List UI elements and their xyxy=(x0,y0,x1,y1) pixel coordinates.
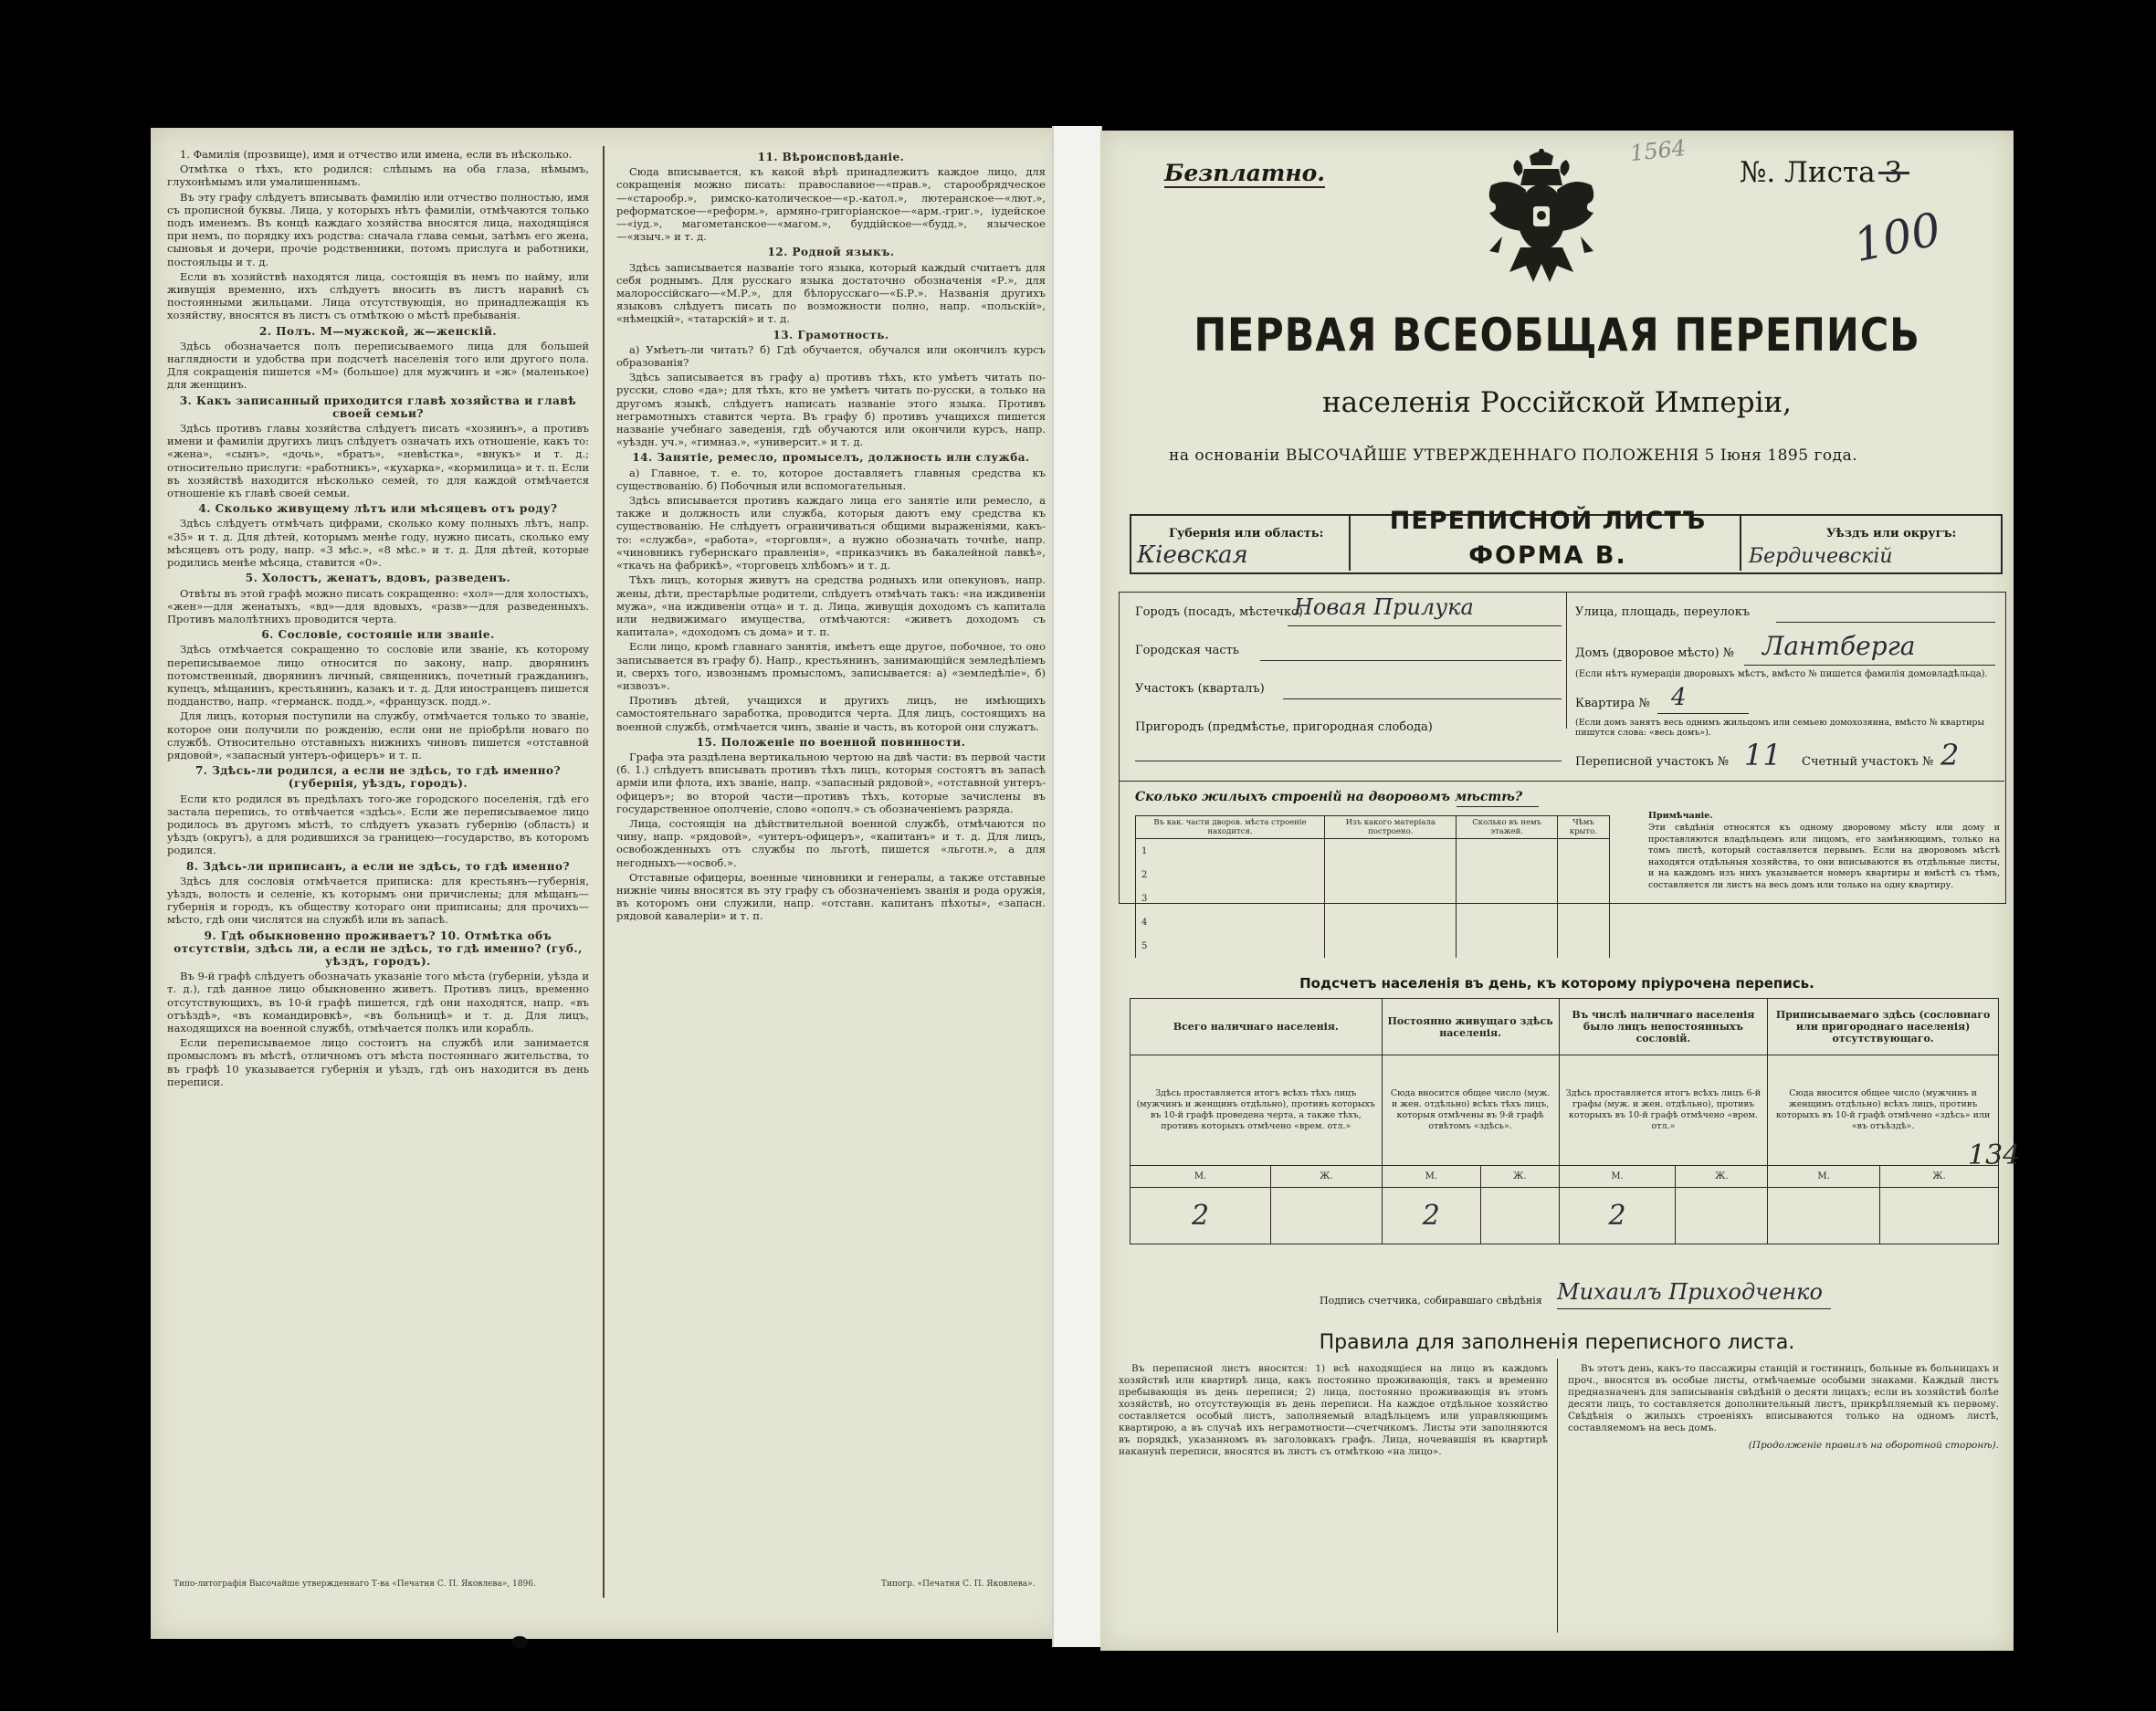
signature-line xyxy=(1557,1308,1831,1309)
count-note-cell: Здѣсь проставляется итогъ всѣхъ тѣхъ лицъ (мужчинъ и женщинъ отдѣльно), противъ которыхъ въ 10-й графѣ проведена черта, а также тѣхъ, противъ которыхъ отмѣчено «врем. отл.» xyxy=(1131,1055,1383,1166)
buildings-row-number: 1 xyxy=(1136,839,1325,864)
buildings-cell xyxy=(1557,910,1609,934)
rules-column-2: Въ этотъ день, какъ-то пассажиры станцій и гостиницъ, больные въ больницахъ и проч., вносятся въ особые листы, отмѣчаемые особыми знаками. Каждый листъ предназначенъ для записыванія свѣдѣній о десяти лицахъ; если въ хозяйствѣ болѣе десяти лицъ, то составляется дополнительный листъ, прикрѣпляемый къ первому. Свѣдѣнія о жилыхъ строеніяхъ вписываются только на одномъ листѣ, составляемомъ на весь домъ. (Продолженіе правилъ на оборотной сторонѣ). xyxy=(1568,1363,1999,1451)
header-divider-right xyxy=(1740,514,1741,571)
male-subheader: М. xyxy=(1131,1166,1271,1188)
count-note-cell: Сюда вносится общее число (мужчинъ и женщинъ отдѣльно) всѣхъ лицъ, противъ которыхъ въ 10-й графѣ отмѣчено «здѣсь» или «въ отъѣздѣ». xyxy=(1768,1055,1999,1166)
section-heading: 2. Полъ. М—мужской, ж—женскій. xyxy=(258,324,498,338)
city-line xyxy=(1288,625,1562,626)
free-label: Безплатно. xyxy=(1164,160,1325,186)
count-header-cell: Приписываемаго здѣсь (сословнаго или пригороднаго населенія) отсутствующаго. xyxy=(1768,999,1999,1055)
buildings-cell xyxy=(1325,887,1457,910)
apartment-label: Квартира № xyxy=(1575,697,1650,710)
paragraph: Если переписываемое лицо состоитъ на службѣ или занимается промысломъ въ мѣстѣ, отличномъ отъ мѣста постояннаго жительства, то въ графѣ 10 указывается губернія и уѣздъ, гдѣ онъ находится въ день переписи. xyxy=(167,1036,589,1088)
rules-column-1: Въ переписной листъ вносятся: 1) всѣ находящіеся на лицо въ каждомъ хозяйствѣ или квартирѣ лица, какъ постоянно проживающія, такъ и временно пребывающія въ день переписи; 2) лица, постоянно проживающія въ этомъ хозяйствѣ, но отсутствующія въ день переписи. На каждое отдѣльное хозяйство составляется особый листъ, заполняемый владѣльцемъ или управляющимъ квартирою, а въ случаѣ ихъ неграмотности—счетчикомъ. Листы эти заполняются въ порядкѣ, указанномъ въ заголовкахъ графъ. Лица, ночевавшія въ квартирѣ наканунѣ переписи, вносятся въ листъ съ отмѣткою «на лицо». xyxy=(1119,1363,1548,1457)
paragraph: Здѣсь записывается названіе того языка, который каждый считаетъ для себя роднымъ. Для русскаго языка достаточно обозначенія «Р.», для малороссійскаго—«М.Р.», для бѣлорусскаго—«Б.Р.». Названія другихъ языковъ слѣдуетъ писать по возможности полно, напр. «польскій», «нѣмецкій», «татарскій» и т. д. xyxy=(616,260,1046,326)
census-legal-basis: на основаніи ВЫСОЧАЙШЕ УТВЕРЖДЕННАГО ПОЛОЖЕНІЯ 5 Іюня 1895 года. xyxy=(1169,446,1858,465)
signature-label: Подпись счетчика, собиравшаго свѣдѣнія xyxy=(1320,1295,1542,1307)
female-subheader: Ж. xyxy=(1271,1166,1383,1188)
province-value: Кіевская xyxy=(1137,541,1248,569)
house-note: (Если нѣтъ нумераціи дворовыхъ мѣстъ, вмѣсто № пишется фамилія домовладѣльца). xyxy=(1575,669,1988,679)
census-subtitle: населенія Россійской Имперіи, xyxy=(1321,386,1793,419)
population-count-table xyxy=(1130,998,1999,1244)
census-precinct-value: 11 xyxy=(1744,738,1782,772)
signature-value: Михаилъ Приходченко xyxy=(1557,1279,1823,1305)
paragraph: Лица, состоящія на дѣйствительной военной службѣ, отмѣчаются по чину, напр. «рядовой», «унтеръ-офицеръ», «капитанъ» и т. д. Для лицъ, освобожденныхъ отъ службы по льготѣ, пишется «льготн.», а для негодныхъ—«освоб.». xyxy=(616,816,1046,869)
buildings-cell xyxy=(1557,934,1609,958)
section-heading: 3. Какъ записанный приходится главѣ хозяйства и главѣ своей семьи? xyxy=(179,394,577,420)
buildings-header-cell: Сколько въ немъ этажей. xyxy=(1457,816,1557,839)
left-footer-printer: Типогр. «Печатня С. П. Яковлева». xyxy=(881,1580,1036,1589)
paragraph: Отвѣты въ этой графѣ можно писать сокращенно: «хол»—для холостыхъ, «жен»—для женатыхъ, «вд»—для вдовыхъ, «разв»—для разведенныхъ. Противъ малолѣтнихъ проводится черта. xyxy=(167,586,589,625)
buildings-answer-line xyxy=(1457,806,1539,807)
apartment-note: (Если домъ занятъ весь однимъ жильцомъ или семьею домохозяина, вмѣсто № квартиры пишутся слова: «весь домъ»). xyxy=(1575,718,1985,738)
buildings-header-cell: Чѣмъ крыто. xyxy=(1557,816,1609,839)
paragraph: Отмѣтка о тѣхъ, кто родился: слѣпымъ на оба глаза, нѣмымъ, глухонѣмымъ или умалишеннымъ. xyxy=(167,163,589,189)
corner-ink-number: 1564 xyxy=(1628,134,1688,167)
buildings-cell xyxy=(1457,910,1557,934)
female-count-value xyxy=(1879,1187,1998,1244)
street-line xyxy=(1776,622,1995,623)
male-count-value: 2 xyxy=(1382,1187,1480,1244)
census-precinct-label: Переписной участокъ № xyxy=(1575,755,1730,769)
paragraph: Если въ хозяйствѣ находятся лица, состоящія въ немъ по найму, или живущія временно, ихъ слѣдуетъ вносить въ листъ наравнѣ съ постоянными жильцами. Лица отсутствующія, но принадлежащія къ хозяйству, вносятся въ листъ съ отмѣткою о мѣстѣ пребыванія. xyxy=(167,269,589,322)
note-text: Эти свѣдѣнія относятся къ одному дворовому мѣсту или дому и проставляются владѣльцемъ или лицомъ, его замѣняющимъ, только на томъ листѣ, который составляется первымъ. Если на дворовомъ мѣстѣ находятся отдѣльныя хозяйства, то они вписываются въ отдѣльные листы, и на каждомъ изъ нихъ указывается номеръ квартиры и вмѣстѣ съ тѣмъ, составляется ли листъ на весь домъ или только на одну квартиру. xyxy=(1648,823,2000,890)
paragraph: Здѣсь слѣдуетъ отмѣчать цифрами, сколько кому полныхъ лѣтъ, напр. «35» и т. д. Для дѣтей, которымъ менѣе году, нужно писать, сколько ему мѣсяцевъ отъ роду, напр. «3 мѣс.», «8 мѣс.» и т. д. Для дѣтей, которые родились менѣе мѣсяца, ставится «0». xyxy=(167,517,589,570)
paragraph: Здѣсь обозначается полъ переписываемого лица для большей наглядности и удобства при подсчетѣ населенія того или другого пола. Для сокращенія пишется «М» (большое) для мужчинъ и «ж» (маленькое) для женщинъ. xyxy=(167,339,589,392)
paragraph: Если лицо, кромѣ главнаго занятія, имѣетъ еще другое, побочное, то оно записывается въ графу б). Напр., крестьянинъ, занимающійся земледѣліемъ и, сверхъ того, извознымъ промысломъ, записывается: а) «земледѣліе», б) «извозъ». xyxy=(616,640,1046,692)
left-column-1 xyxy=(167,148,589,1590)
census-main-title: ПЕРВАЯ ВСЕОБЩАЯ ПЕРЕПИСЬ xyxy=(1194,309,1920,362)
paragraph: Противъ дѣтей, учащихся и другихъ лицъ, не имѣющихъ самостоятельнаго заработка, проводится черта. Для лицъ, состоящихъ на военной службѣ, отмѣчается чинъ, званіе и часть, въ которой они служатъ. xyxy=(616,694,1046,733)
rules-title: Правила для заполненія переписного листа. xyxy=(1319,1331,1795,1354)
paragraph: Здѣсь вписывается противъ каждаго лица его занятіе или ремесло, а также и должность или служба, которыя даютъ ему средства къ существованію. Не слѣдуетъ ограничиваться общими выраженіями, какъ-то: «служба», «работа», «торговля», а нужно обозначать точнѣе, напр. «чиновникъ губернскаго правленія», «приказчикъ въ бакалейной лавкѣ», «ткачъ на фабрикѣ», «торговецъ хлѣбомъ» и т. д. xyxy=(616,494,1046,572)
male-count-value: 2 xyxy=(1559,1187,1676,1244)
paragraph: Для лицъ, которыя поступили на службу, отмѣчается только то званіе, которое они получили по рожденію, если они не пріобрѣли новаго по службѣ. Относительно отставныхъ нижнихъ чиновъ пишется «отставной рядовой», «запасный унтеръ-офицеръ» и т. п. xyxy=(167,709,589,761)
male-count-value xyxy=(1768,1187,1880,1244)
buildings-cell xyxy=(1325,839,1457,864)
paragraph: Въ 9-й графѣ слѣдуетъ обозначать указаніе того мѣста (губерніи, уѣзда и т. д.), гдѣ данное лицо обыкновенно живетъ. Противъ лицъ, временно отсутствующихъ, въ 10-й графѣ пишется, гдѣ они находятся, напр. «въ отъѣздѣ», «въ командировкѣ», «въ больницѣ» и т. д. Для лицъ, находящихся на военной службѣ, отмѣчается полкъ или корабль. xyxy=(167,970,589,1034)
buildings-header-cell: Изъ какого матеріала построено. xyxy=(1325,816,1457,839)
precinct-line xyxy=(1283,698,1562,699)
city-value: Новая Прилука xyxy=(1294,594,1474,620)
male-subheader: М. xyxy=(1559,1166,1676,1188)
buildings-question: Сколько жилыхъ строеній на дворовомъ мѣстѣ? xyxy=(1135,790,1523,804)
apartment-value: 4 xyxy=(1671,684,1687,711)
header-divider-left xyxy=(1349,514,1351,571)
district-value: Бердичевскій xyxy=(1749,545,1893,568)
imperial-eagle-emblem xyxy=(1482,149,1601,286)
female-count-value xyxy=(1676,1187,1768,1244)
form-letter: ФОРМА В. xyxy=(1468,541,1627,570)
column-divider xyxy=(603,146,605,1598)
paragraph: Здѣсь противъ главы хозяйства слѣдуетъ писать «хозяинъ», а противъ имени и фамиліи другихъ лицъ слѣдуетъ означать ихъ отношеніе, какъ то: «жена», «сынъ», «дочь», «братъ», «невѣстка», «внукъ» и т. д.; относительно прислуги: «работникъ», «кухарка», «кормилица» и т. п. Если въ хозяйствѣ находится нѣсколько семей, то для каждой отмѣчается отношеніе къ главѣ своей семьи. xyxy=(167,422,589,500)
buildings-row-number: 2 xyxy=(1136,863,1325,887)
male-subheader: М. xyxy=(1382,1166,1480,1188)
female-count-value xyxy=(1481,1187,1560,1244)
section-heading: 6. Сословіе, состояніе или званіе. xyxy=(261,628,495,642)
house-value: Лантберга xyxy=(1762,631,1916,661)
section-heading: 7. Здѣсь-ли родился, а если не здѣсь, то гдѣ именно? (губернія, уѣздъ, городъ). xyxy=(195,764,562,791)
rules-divider xyxy=(1557,1359,1558,1632)
right-page xyxy=(1100,131,2021,1651)
paper-tear-mark xyxy=(511,1636,528,1649)
female-subheader: Ж. xyxy=(1879,1166,1998,1188)
buildings-cell xyxy=(1557,887,1609,910)
city-part-line xyxy=(1260,660,1562,661)
section-heading: 4. Сколько живущему лѣтъ или мѣсяцевъ отъ роду? xyxy=(198,502,558,516)
section-heading: 11. Вѣроисповѣданіе. xyxy=(757,151,905,163)
buildings-table xyxy=(1135,815,1610,958)
left-page xyxy=(151,128,1064,1639)
precinct-label: Участокъ (кварталъ) xyxy=(1135,682,1265,696)
page-gutter xyxy=(1052,126,1102,1647)
paragraph: Если кто родился въ предѣлахъ того-же городского поселенія, гдѣ его застала перепись, то отвѣчается «здѣсь». Если же переписываемое лицо родилось въ другомъ мѣстѣ, то слѣдуетъ указать губернію (область) и уѣздъ (округъ), а для родившихся за границею—государство, въ которомъ родился. xyxy=(167,792,589,857)
paragraph: Въ эту графу слѣдуетъ вписывать фамилію или отчество полностью, имя съ прописной буквы. Лица, у которыхъ нѣтъ фамиліи, отмѣчаются только подъ именемъ. Въ концѣ каждаго хозяйства вносятся лица, находящіяся при немъ, по порядку ихъ родства: сначала глава семьи, затѣмъ его жена, сыновья и дочери, прочіе родственники, потомъ прислуга и работники, постояльцы и т. д. xyxy=(167,190,589,268)
buildings-row-number: 4 xyxy=(1136,910,1325,934)
buildings-cell xyxy=(1325,934,1457,958)
count-precinct-label: Счетный участокъ № xyxy=(1802,755,1934,769)
count-header-cell: Постоянно живущаго здѣсь населенія. xyxy=(1382,999,1559,1055)
count-note-cell: Здѣсь проставляется итогъ всѣхъ лицъ 6-й графы (муж. и жен. отдѣльно), противъ которыхъ въ 10-й графѣ отмѣчено «врем. отл.» xyxy=(1559,1055,1768,1166)
paragraph: Сюда вписывается, къ какой вѣрѣ принадлежитъ каждое лицо, для сокращенія можно писать: православное—«прав.», старообрядческое—«старообр.», римско-католическое—«р.-катол.», лютеранское—«лют.», реформатское—«реформ.», армяно-григоріанское—«арм.-григ.», іудейское—«іуд.», магометанское—«магом.», буддійское—«будд.», языческое—«языч.» и т. д. xyxy=(616,165,1046,244)
buildings-row-number: 5 xyxy=(1136,934,1325,958)
buildings-cell xyxy=(1457,839,1557,864)
left-column-2 xyxy=(616,148,1046,1590)
buildings-cell xyxy=(1457,934,1557,958)
count-header-cell: Всего наличнаго населенія. xyxy=(1131,999,1383,1055)
paragraph: Здѣсь для сословія отмѣчается приписка: для крестьянъ—губернія, уѣздъ, волость и селеніе, къ которымъ они причислены; для мѣщанъ—губернія и городъ, къ обществу котораго они приписаны; для прочихъ—мѣсто, гдѣ они числятся на службѣ или въ запасѣ. xyxy=(167,874,589,927)
paragraph: а) Умѣетъ-ли читать? б) Гдѣ обучается, обучался или окончилъ курсъ образованія? xyxy=(616,342,1046,370)
buildings-cell xyxy=(1557,863,1609,887)
count-precinct-value: 2 xyxy=(1940,738,1960,772)
margin-number: 134 xyxy=(1968,1139,2021,1171)
section-heading: 12. Родной языкъ. xyxy=(767,246,895,259)
buildings-cell xyxy=(1557,839,1609,864)
house-line xyxy=(1744,665,1995,666)
sheet-number-label: №. Листа 3 xyxy=(1740,156,1902,189)
section-heading: 8. Здѣсь-ли приписанъ, а если не здѣсь, то гдѣ именно? xyxy=(185,859,571,873)
left-footer-imprint: Типо-литографія Высочайше утвержденнаго Т-ва «Печатня С. П. Яковлева», 1896. xyxy=(174,1580,536,1589)
province-label: Губернія или область: xyxy=(1169,527,1324,541)
note-label: Примѣчаніе. xyxy=(1648,811,1713,821)
city-part-label: Городская часть xyxy=(1135,644,1239,657)
buildings-cell xyxy=(1457,863,1557,887)
male-count-value: 2 xyxy=(1131,1187,1271,1244)
apartment-line xyxy=(1657,713,1749,714)
count-note-cell: Сюда вносится общее число (муж. и жен. отдѣльно) всѣхъ тѣхъ лицъ, которыя отмѣчены въ 9-й графѣ отвѣтомъ «здѣсь». xyxy=(1382,1055,1559,1166)
buildings-cell xyxy=(1325,863,1457,887)
female-count-value xyxy=(1271,1187,1383,1244)
female-subheader: Ж. xyxy=(1481,1166,1560,1188)
buildings-cell xyxy=(1457,887,1557,910)
buildings-row-number: 3 xyxy=(1136,887,1325,910)
suburb-label: Пригородъ (предмѣстье, пригородная слобода) xyxy=(1135,720,1433,734)
female-subheader: Ж. xyxy=(1676,1166,1768,1188)
section-heading: 15. Положеніе по военной повинности. xyxy=(696,735,966,749)
buildings-header-cell: Въ как. части дворов. мѣста строеніе находится. xyxy=(1136,816,1325,839)
city-label: Городъ (посадъ, мѣстечко) xyxy=(1135,605,1303,619)
paragraph: 1. Фамилія (прозвище), имя и отчество или имена, если въ нѣсколько. xyxy=(180,148,573,161)
section-heading: 13. Грамотность. xyxy=(773,328,889,341)
district-label: Уѣздъ или округъ: xyxy=(1826,527,1957,541)
count-title: Подсчетъ населенія въ день, къ которому пріурочена перепись. xyxy=(1299,975,1814,992)
paragraph: Тѣхъ лицъ, которыя живутъ на средства родныхъ или опекуновъ, напр. жены, дѣти, престарѣлые родители, слѣдуетъ отмѣчать такъ: «на иждивеніи мужа», «на иждивеніи отца» и т. д. Лица, живущія доходомъ съ капитала или недвижимаго имущества, отмѣчаются: «живетъ доходомъ съ капитала», «доходомъ съ дома» и т. п. xyxy=(616,573,1046,639)
street-label: Улица, площадь, переулокъ xyxy=(1575,605,1751,619)
section-heading: 14. Занятіе, ремесло, промыселъ, должность или служба. xyxy=(632,451,1030,465)
paragraph: Здѣсь отмѣчается сокращенно то сословіе или званіе, къ которому переписываемое лицо относится по закону, напр. дворянинъ потомственный, дворянинъ личный, священникъ, почетный гражданинъ, купецъ, мѣщанинъ, крестьянинъ, казакъ и т. д. Для иностранцевъ пишется подданство, напр. «германск. подд.», «французск. подд.». xyxy=(167,643,589,709)
address-bottom-line xyxy=(1119,781,2004,782)
form-name: ПЕРЕПИСНОЙ ЛИСТЪ xyxy=(1389,507,1707,535)
house-label: Домъ (дворовое мѣсто) № xyxy=(1575,646,1735,660)
section-heading: 9. Гдѣ обыкновенно проживаетъ? 10. Отмѣтка объ отсутствіи, здѣсь ли, а если не здѣсь, то гдѣ именно? (губ., уѣздъ, городъ). xyxy=(174,929,583,968)
count-header-cell: Въ числѣ наличнаго населенія было лицъ непостоянныхъ сословій. xyxy=(1559,999,1768,1055)
sheet-number-crossed: 3 xyxy=(1884,156,1902,189)
paragraph: а) Главное, т. е. то, которое доставляетъ главныя средства къ существованію. б) Побочныя или вспомогательныя. xyxy=(616,466,1046,492)
paragraph: Графа эта раздѣлена вертикальною чертою на двѣ части: въ первой части (б. 1.) слѣдуетъ вписывать противъ тѣхъ лицъ, которыя состоятъ въ запасѣ арміи или флота, ихъ званіе, напр. «запасный рядовой», «отставной унтеръ-офицеръ»; во второй части—противъ тѣхъ, которые зачислены въ государственное ополченіе, слово «ополч.» съ обозначеніемъ разряда. xyxy=(616,750,1046,815)
section-heading: 5. Холостъ, женатъ, вдовъ, разведенъ. xyxy=(245,572,511,585)
paragraph: Отставные офицеры, военные чиновники и генералы, а также отставные нижніе чины вносятся въ эту графу съ обозначеніемъ званія и рода оружія, въ которомъ они служили, напр. «отставн. капитанъ пѣхоты», «запасн. рядовой кавалеріи» и т. п. xyxy=(616,870,1046,923)
male-subheader: М. xyxy=(1768,1166,1880,1188)
address-divider xyxy=(1566,592,1567,729)
paragraph: Здѣсь записывается въ графу а) противъ тѣхъ, кто умѣетъ читать по-русски, слово «да»; для тѣхъ, кто не умѣетъ читать по-русски, а только на другомъ языкѣ, слѣдуетъ написать названіе этого языка. Противъ неграмотныхъ ставится черта. Въ графу б) противъ учащихся пишется названіе учебнаго заведенія, гдѣ обучаются или окончили курсъ, напр. «уѣздн. уч.», «гимназ.», «университ.» и т. д. xyxy=(616,371,1046,449)
buildings-cell xyxy=(1325,910,1457,934)
sheet-number-pencil: 100 xyxy=(1849,202,1946,273)
